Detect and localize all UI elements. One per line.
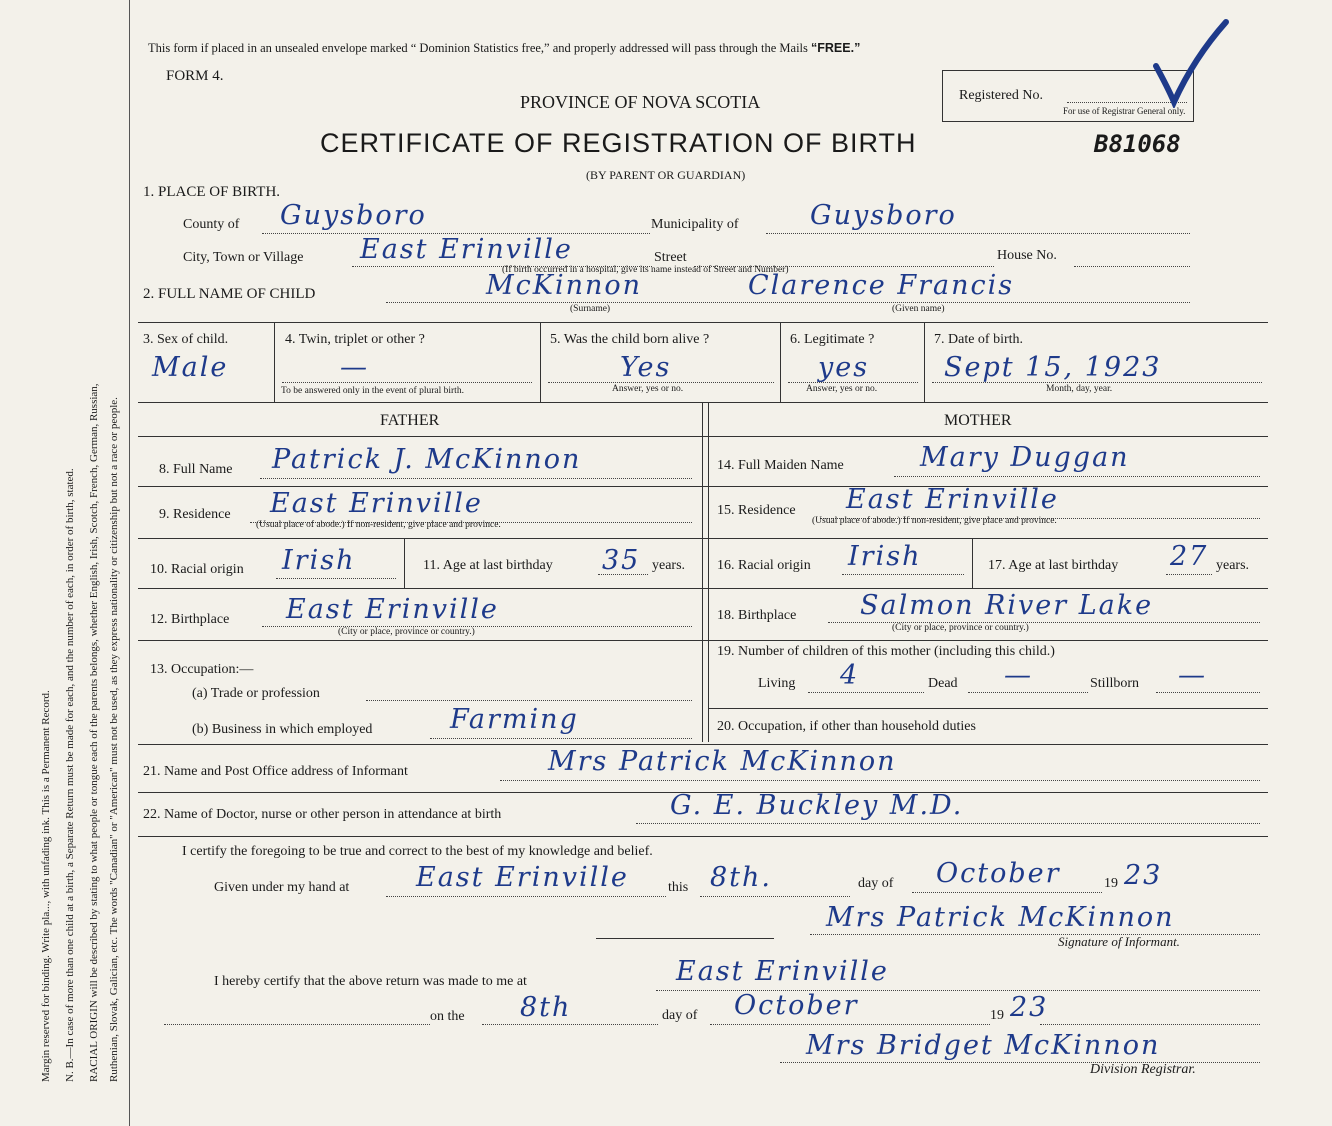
binding-margin bbox=[0, 0, 130, 1126]
registrar-month-value: October bbox=[734, 990, 859, 1021]
father-age-label: 11. Age at last birthday bbox=[423, 558, 553, 573]
registration-stamp: B81068 bbox=[1094, 130, 1181, 158]
informant-signature-caption: Signature of Informant. bbox=[1058, 934, 1180, 949]
mother-racial-label: 16. Racial origin bbox=[717, 558, 811, 573]
stillborn-value: — bbox=[1178, 660, 1207, 691]
checkmark-icon bbox=[1150, 18, 1230, 108]
registrar-note: For use of Registrar General only. bbox=[1063, 106, 1186, 116]
mother-birthplace-value: Salmon River Lake bbox=[860, 590, 1154, 621]
given-year-prefix: 19 bbox=[1104, 876, 1118, 891]
legitimate-caption: Answer, yes or no. bbox=[806, 384, 878, 394]
mother-racial-value: Irish bbox=[848, 541, 922, 572]
certificate-subtitle: (BY PARENT OR GUARDIAN) bbox=[586, 168, 746, 182]
father-racial-label: 10. Racial origin bbox=[150, 562, 244, 577]
trade-label: (a) Trade or profession bbox=[192, 686, 320, 701]
living-value: 4 bbox=[840, 660, 860, 691]
mother-age-label: 17. Age at last birthday bbox=[988, 558, 1119, 573]
father-heading: FATHER bbox=[380, 412, 440, 429]
father-birthplace-value: East Erinville bbox=[286, 594, 499, 625]
mother-age-unit: years. bbox=[1216, 558, 1250, 573]
on-the-label: on the bbox=[430, 1009, 465, 1024]
mother-age-value: 27 bbox=[1170, 541, 1209, 572]
mother-birthplace-caption: (City or place, province or country.) bbox=[892, 623, 1029, 633]
twin-value: — bbox=[340, 352, 369, 383]
sex-label: 3. Sex of child. bbox=[143, 332, 229, 347]
registrar-signature: Mrs Bridget McKinnon bbox=[806, 1030, 1161, 1061]
legitimate-label: 6. Legitimate ? bbox=[790, 332, 875, 347]
business-label: (b) Business in which employed bbox=[192, 722, 373, 737]
dead-value: — bbox=[1004, 660, 1033, 691]
county-value: Guysboro bbox=[280, 200, 427, 231]
informant-signature: Mrs Patrick McKinnon bbox=[826, 902, 1175, 933]
hospital-note: (If birth occurred in a hospital, give its name instead of Street and Number) bbox=[502, 265, 789, 275]
legitimate-value: yes bbox=[818, 352, 870, 383]
registrar-caption: Division Registrar. bbox=[1090, 1062, 1196, 1077]
county-label: County of bbox=[183, 217, 240, 232]
father-residence-caption: (Usual place of abode.) If non-resident, give place and province. bbox=[256, 520, 501, 530]
sex-value: Male bbox=[152, 352, 229, 383]
city-label: City, Town or Village bbox=[183, 250, 304, 265]
mother-name-label: 14. Full Maiden Name bbox=[717, 458, 844, 473]
alive-value: Yes bbox=[620, 352, 672, 383]
given-label: Given under my hand at bbox=[214, 880, 350, 895]
given-month-value: October bbox=[936, 858, 1061, 889]
margin-note-4: Ruthenian, Slovak, Galician, etc. The words "Canadian" or "American" must not be used, as they express nationality or citizenship but not a race or people. bbox=[108, 397, 120, 1082]
registrar-year-prefix: 19 bbox=[990, 1008, 1004, 1023]
mail-notice: This form if placed in an unsealed envelope marked “ Dominion Statistics free,” and properly addressed will pass through the Mails “FREE.” bbox=[148, 41, 861, 55]
child-surname-value: McKinnon bbox=[486, 270, 642, 301]
house-label: House No. bbox=[997, 248, 1057, 263]
twin-caption: To be answered only in the event of plural birth. bbox=[281, 386, 464, 396]
mother-residence-label: 15. Residence bbox=[717, 503, 796, 518]
twin-label: 4. Twin, triplet or other ? bbox=[285, 332, 425, 347]
dob-caption: Month, day, year. bbox=[1046, 384, 1113, 394]
alive-label: 5. Was the child born alive ? bbox=[550, 332, 710, 347]
mother-heading: MOTHER bbox=[944, 412, 1012, 429]
informant-label: 21. Name and Post Office address of Informant bbox=[143, 764, 408, 779]
mother-residence-caption: (Usual place of abode.) If non-resident, give place and province. bbox=[812, 516, 1057, 526]
father-age-unit: years. bbox=[652, 558, 686, 573]
margin-note-1: Margin reserved for binding. Write pla..., with unfading ink. This is a Permanent Record. bbox=[40, 690, 52, 1082]
street-label: Street bbox=[654, 250, 687, 265]
father-residence-value: East Erinville bbox=[270, 488, 483, 519]
city-value: East Erinville bbox=[360, 234, 573, 265]
stillborn-label: Stillborn bbox=[1090, 676, 1140, 691]
children-count-label: 19. Number of children of this mother (including this child.) bbox=[717, 644, 1055, 659]
business-value: Farming bbox=[450, 704, 579, 735]
given-place-value: East Erinville bbox=[416, 862, 629, 893]
date-of-birth-value: Sept 15, 1923 bbox=[944, 352, 1162, 383]
doctor-label: 22. Name of Doctor, nurse or other person in attendance at birth bbox=[143, 807, 502, 822]
father-name-value: Patrick J. McKinnon bbox=[272, 444, 582, 475]
mother-residence-value: East Erinville bbox=[846, 484, 1059, 515]
mother-birthplace-label: 18. Birthplace bbox=[717, 608, 797, 623]
registrar-statement: I hereby certify that the above return was made to me at bbox=[214, 974, 527, 989]
dead-label: Dead bbox=[928, 676, 958, 691]
father-name-label: 8. Full Name bbox=[159, 462, 233, 477]
municipality-value: Guysboro bbox=[810, 200, 957, 231]
father-age-value: 35 bbox=[602, 545, 641, 576]
form-number: FORM 4. bbox=[166, 68, 224, 84]
surname-caption: (Surname) bbox=[570, 304, 611, 314]
margin-note-3: RACIAL ORIGIN will be described by stating to what people or tongue each of the parents belongs, whether English, Irish, Scotch, French, German, Russian, bbox=[88, 383, 100, 1082]
given-name-caption: (Given name) bbox=[892, 304, 945, 314]
place-of-birth-heading: 1. PLACE OF BIRTH. bbox=[143, 184, 281, 200]
father-birthplace-label: 12. Birthplace bbox=[150, 612, 230, 627]
doctor-value: G. E. Buckley M.D. bbox=[670, 790, 964, 821]
given-day-of-label: day of bbox=[858, 876, 894, 891]
certificate-title: CERTIFICATE OF REGISTRATION OF BIRTH bbox=[320, 128, 917, 158]
certification-statement: I certify the foregoing to be true and correct to the best of my knowledge and belief. bbox=[182, 844, 653, 859]
this-label: this bbox=[668, 880, 689, 895]
given-year-value: 23 bbox=[1124, 860, 1163, 891]
registered-label: Registered No. bbox=[959, 88, 1043, 103]
living-label: Living bbox=[758, 676, 796, 691]
alive-caption: Answer, yes or no. bbox=[612, 384, 684, 394]
registrar-year-value: 23 bbox=[1010, 992, 1049, 1023]
mother-occupation-label: 20. Occupation, if other than household duties bbox=[717, 719, 976, 734]
margin-note-2: N. B.—In case of more than one child at a birth, a Separate Return must be made for each, and the number of each, in order of birth, stated. bbox=[64, 468, 76, 1082]
province-heading: PROVINCE OF NOVA SCOTIA bbox=[520, 92, 761, 112]
occupation-label: 13. Occupation:— bbox=[150, 662, 254, 677]
father-birthplace-caption: (City or place, province or country.) bbox=[338, 627, 475, 637]
registrar-day-value: 8th bbox=[520, 992, 572, 1023]
father-residence-label: 9. Residence bbox=[159, 507, 231, 522]
child-name-label: 2. FULL NAME OF CHILD bbox=[143, 286, 316, 302]
given-day-value: 8th. bbox=[710, 862, 772, 893]
date-of-birth-label: 7. Date of birth. bbox=[934, 332, 1024, 347]
father-racial-value: Irish bbox=[282, 545, 356, 576]
registrar-day-of-label: day of bbox=[662, 1008, 698, 1023]
mother-name-value: Mary Duggan bbox=[920, 442, 1130, 473]
child-given-name-value: Clarence Francis bbox=[748, 270, 1015, 301]
informant-value: Mrs Patrick McKinnon bbox=[548, 746, 897, 777]
municipality-label: Municipality of bbox=[651, 217, 739, 232]
registrar-place-value: East Erinville bbox=[676, 956, 889, 987]
